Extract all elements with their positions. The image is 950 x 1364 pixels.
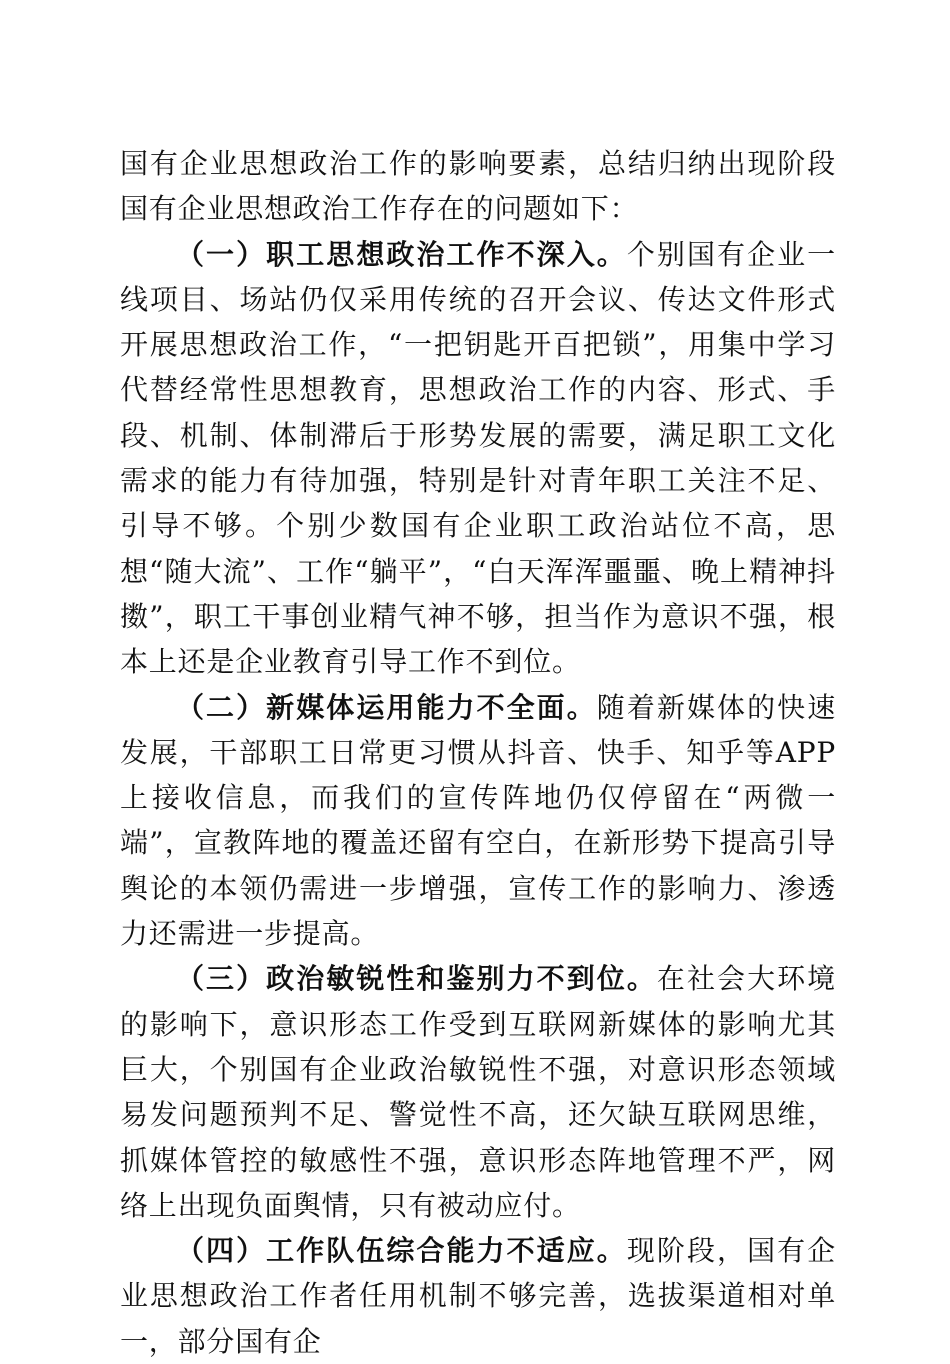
- section-4-text: 现阶段，国有企业思想政治工作者任用机制不够完善，选拔渠道相对单一，部分国有企: [120, 1234, 836, 1358]
- section-4-heading: （四）工作队伍综合能力不适应。: [176, 1234, 627, 1268]
- section-3-text: 在社会大环境的影响下，意识形态工作受到互联网新媒体的影响尤其巨大，个别国有企业政治敏锐性不强，对意识形态领域易发问题预判不足、警觉性不高，还欠缺互联网思维，抓媒体管控的敏感性不强，意识形态阵地管理不严，网络上出现负面舆情，只有被动应付。: [120, 962, 836, 1222]
- paragraph-intro: [120, 141, 836, 232]
- paragraph-section-1: [120, 232, 836, 685]
- section-1-heading: （一）职工思想政治工作不深入。: [176, 237, 627, 271]
- section-3-heading: （三）政治敏锐性和鉴别力不到位。: [176, 962, 657, 996]
- paragraph-section-2: [120, 685, 836, 957]
- paragraph-section-3: [120, 956, 836, 1228]
- document-page: [120, 141, 836, 1364]
- paragraph-intro-text: 国有企业思想政治工作的影响要素，总结归纳出现阶段国有企业思想政治工作存在的问题如下：: [120, 147, 836, 226]
- section-1-text: 个别国有企业一线项目、场站仍仅采用传统的召开会议、传达文件形式开展思想政治工作，“一把钥匙开百把锁”，用集中学习代替经常性思想教育，思想政治工作的内容、形式、手段、机制、体制滞后于形势发展的需要，满足职工文化需求的能力有待加强，特别是针对青年职工关注不足、引导不够。个别少数国有企业职工政治站位不高，思想“随大流”、工作“躺平”，“白天浑浑噩噩、晚上精神抖擞”，职工干事创业精气神不够，担当作为意识不强，根本上还是企业教育引导工作不到位。: [120, 237, 836, 679]
- section-2-text: 随着新媒体的快速发展，干部职工日常更习惯从抖音、快手、知乎等APP上接收信息，而我们的宣传阵地仍仅停留在“两微一端”，宣教阵地的覆盖还留有空白，在新形势下提高引导舆论的本领仍需进一步增强，宣传工作的影响力、渗透力还需进一步提高。: [120, 690, 836, 951]
- section-2-heading: （二）新媒体运用能力不全面。: [176, 690, 597, 724]
